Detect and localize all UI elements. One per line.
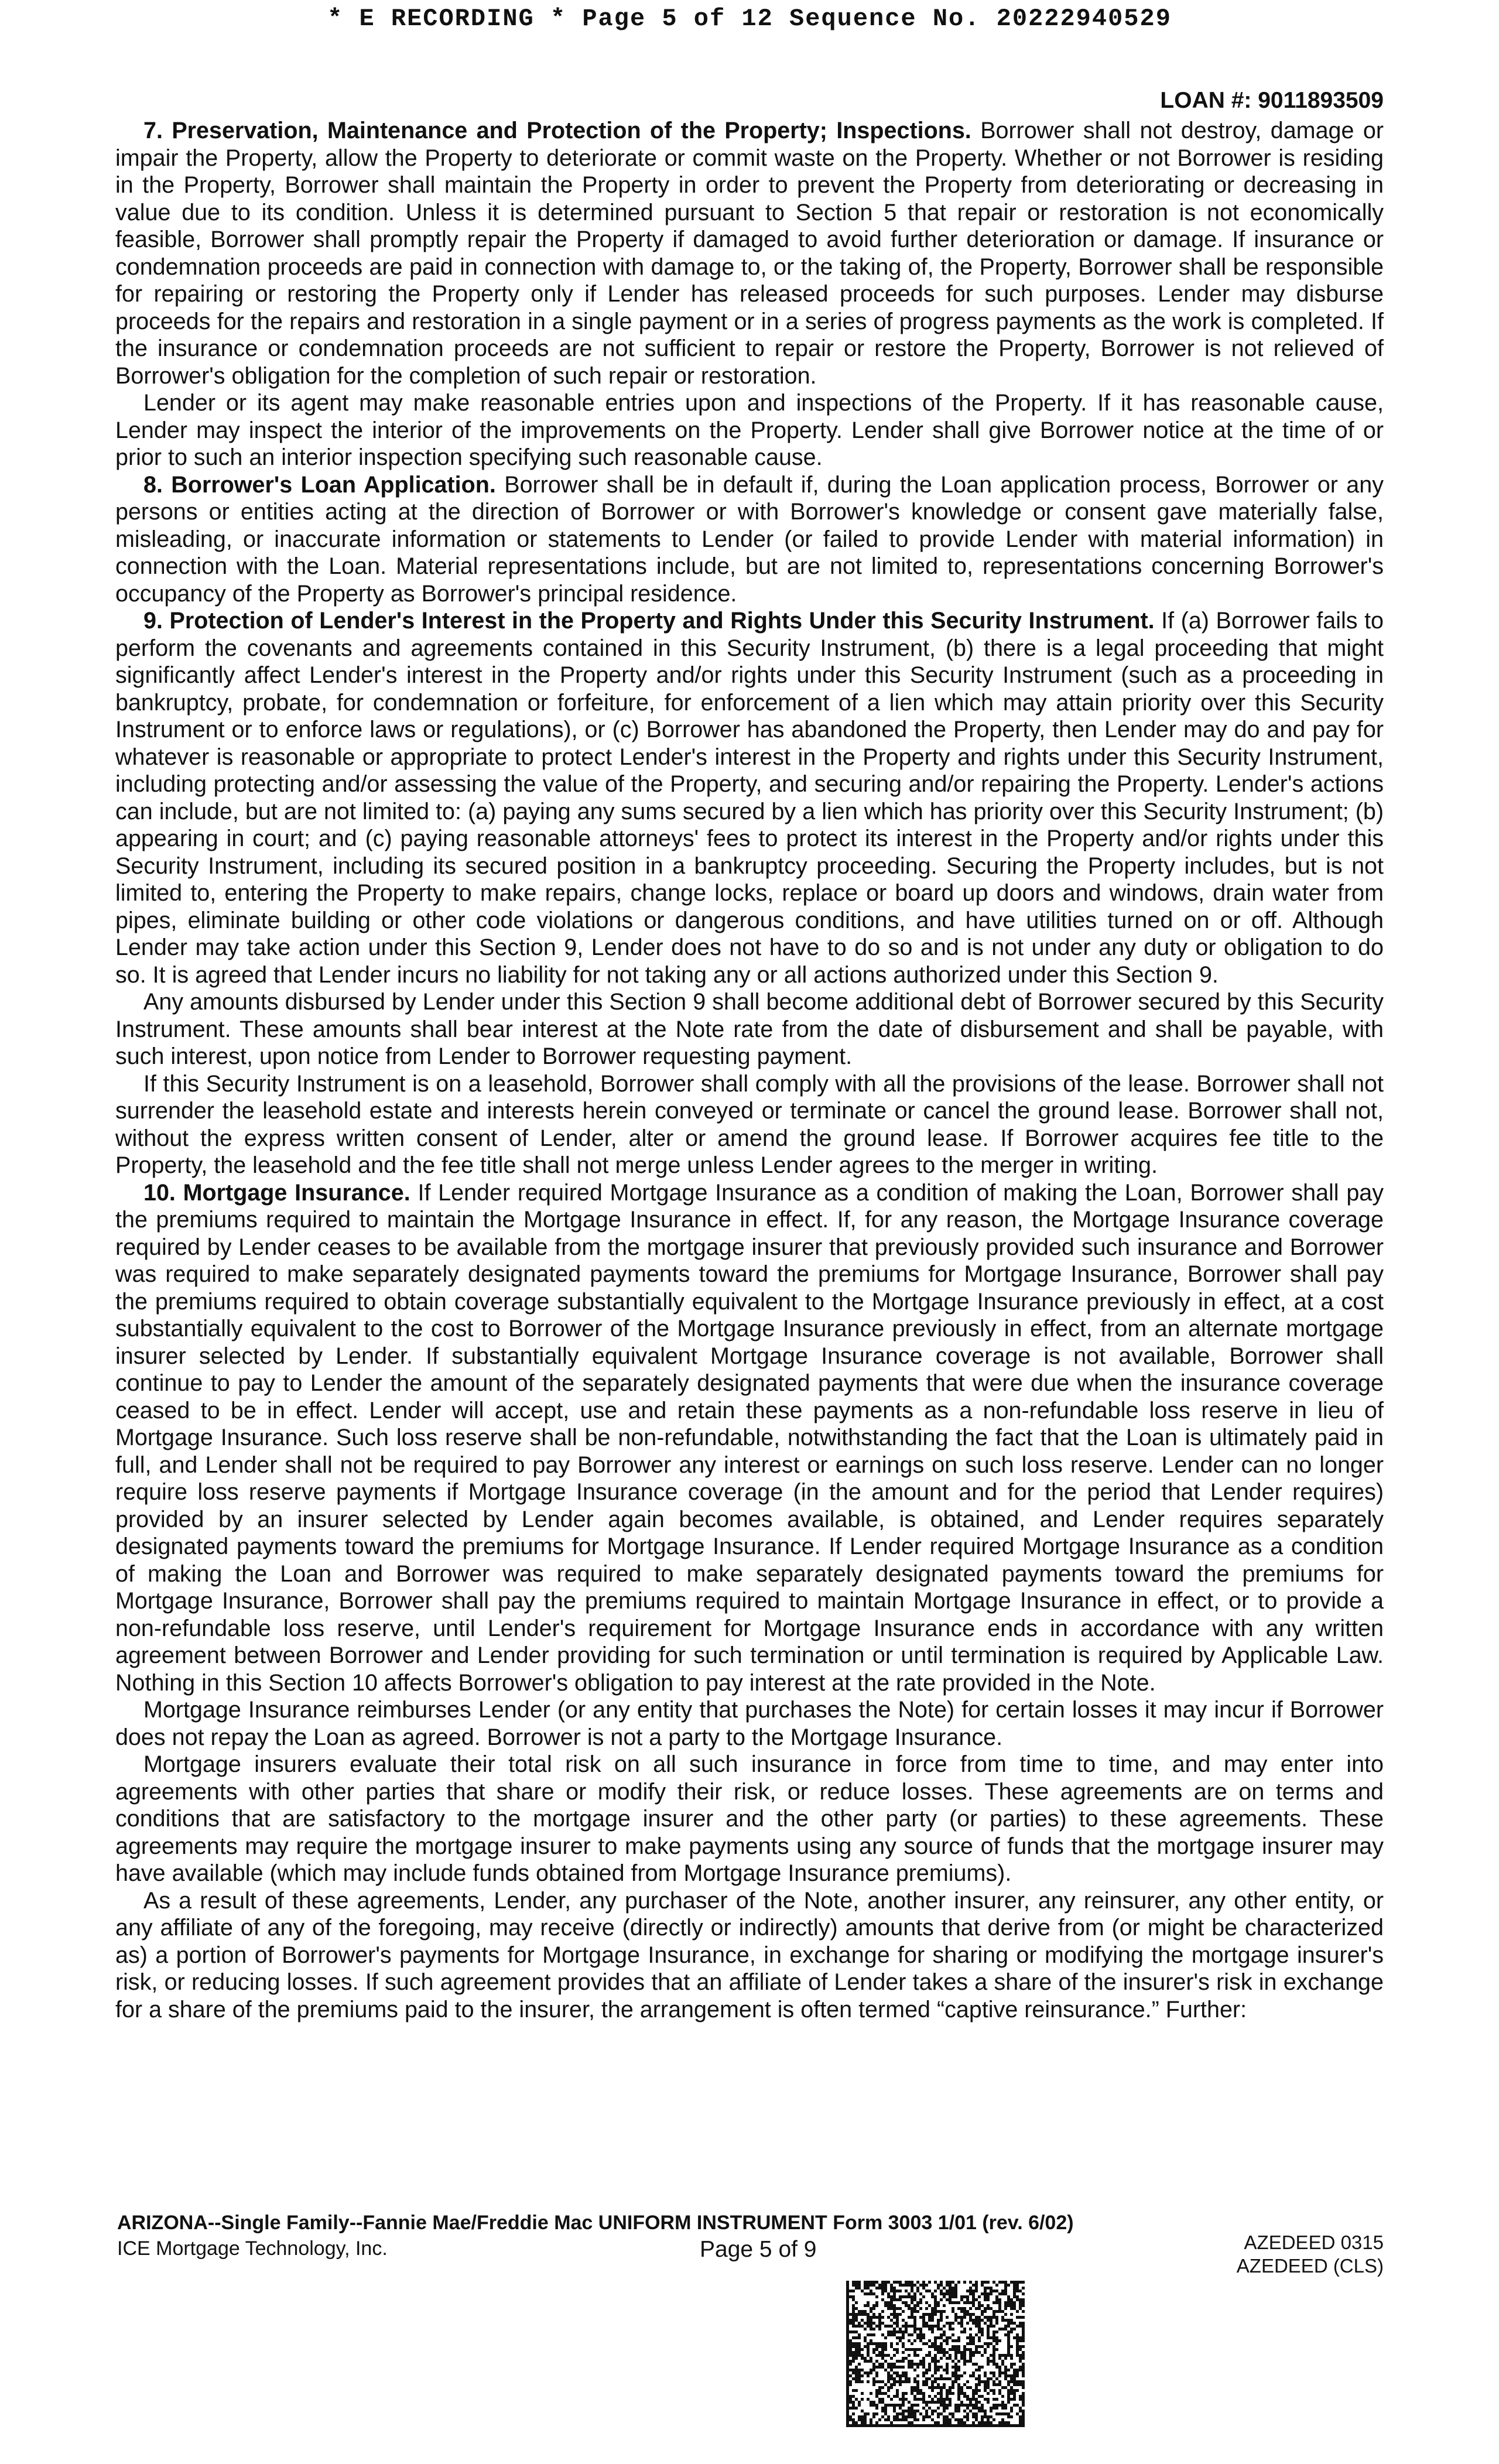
section-9-text: If (a) Borrower fails to perform the covenants and agreements contained in this Security Instrument, (b) there is a legal proceeding that might significantly affect Lender's interest in the Property and/or rights under this Security Instrument (such as a proceeding in bankruptcy, probate, for condemnation or forfeiture, for enforcement of a lien which may attain priority over this Security Instrument or to enforce laws or regulations), or (c) Borrower has abandoned the Property, then Lender may do and pay for whatever is reasonable or appropriate to protect Lender's interest in the Property and rights under this Security Instrument, including protecting and/or assessing the value of the Property, and securing and/or repairing the Property. Lender's actions can include, but are not limited to: (a) paying any sums secured by a lien which has priority over this Security Instrument; (b) appearing in court; and (c) paying reasonable attorneys' fees to protect its interest in the Property and/or rights under this Security Instrument, including its secured position in a bankruptcy proceeding. Securing the Property includes, but is not limited to, entering the Property to make repairs, change locks, replace or board up doors and windows, drain water from pipes, eliminate building or other code violations or dangerous conditions, and have utilities turned on or off. Although Lender may take action under this Section 9, Lender does not have to do so and is not under any duty or obligation to do so. It is agreed that Lender incurs no liability for not taking any or all actions authorized under this Section 9. — [115, 608, 1384, 988]
footer-page-number: Page 5 of 9 — [700, 2237, 817, 2262]
2d-barcode-icon — [846, 2281, 1025, 2427]
footer-company: ICE Mortgage Technology, Inc. — [117, 2237, 388, 2260]
section-10-text: If Lender required Mortgage Insurance as a condition of making the Loan, Borrower shall pay the premiums required to maintain the Mortgage Insurance in effect. If, for any reason, the Mortgage Insurance coverage required by Lender ceases to be available from the mortgage insurer that previously provided such insurance and Borrower was required to make separately designated payments toward the premiums for Mortgage Insurance, Borrower shall pay the premiums required to obtain coverage substantially equivalent to the Mortgage Insurance previously in effect, at a cost substantially equivalent to the cost to Borrower of the Mortgage Insurance previously in effect, from an alternate mortgage insurer selected by Lender. If substantially equivalent Mortgage Insurance coverage is not available, Borrower shall continue to pay to Lender the amount of the separately designated payments that were due when the insurance coverage ceased to be in effect. Lender will accept, use and retain these payments as a non-refundable loss reserve in lieu of Mortgage Insurance. Such loss reserve shall be non-refundable, notwithstanding the fact that the Loan is ultimately paid in full, and Lender shall not be required to pay Borrower any interest or earnings on such loss reserve. Lender can no longer require loss reserve payments if Mortgage Insurance coverage (in the amount and for the period that Lender requires) provided by an insurer selected by Lender again becomes available, is obtained, and Lender requires separately designated payments toward the premiums for Mortgage Insurance. If Lender required Mortgage Insurance as a condition of making the Loan and Borrower was required to make separately designated payments toward the premiums for Mortgage Insurance, Borrower shall pay the premiums required to maintain Mortgage Insurance in effect, or to provide a non-refundable loss reserve, until Lender's requirement for Mortgage Insurance ends in accordance with any written agreement between Borrower and Lender providing for such termination or until termination is required by Applicable Law. Nothing in this Section 10 affects Borrower's obligation to pay interest at the rate provided in the Note. — [115, 1179, 1384, 1696]
footer-code-1: AZEDEED 0315 — [1244, 2232, 1384, 2253]
document-body — [115, 117, 1384, 2023]
footer-form-info — [117, 2210, 1074, 2261]
section-9-title: 9. Protection of Lender's Interest in the Property and Rights Under this Security Instrument. — [143, 608, 1155, 634]
section-10-agreements-paragraph: As a result of these agreements, Lender, any purchaser of the Note, another insurer, any reinsurer, any other entity, or any affiliate of any of the foregoing, may receive (directly or indirectly) amounts that derive from (or might be characterized as) a portion of Borrower's payments for Mortgage Insurance, in exchange for sharing or modifying the mortgage insurer's risk, or reducing losses. If such agreement provides that an affiliate of Lender takes a share of the insurer's risk in exchange for a share of the premiums paid to the insurer, the arrangement is often termed “captive reinsurance.” Further: — [115, 1887, 1384, 2022]
section-9-leasehold-paragraph: If this Security Instrument is on a leasehold, Borrower shall comply with all the provisions of the lease. Borrower shall not surrender the leasehold estate and interests herein conveyed or terminate or cancel the ground lease. Borrower shall not, without the express written consent of Lender, alter or amend the ground lease. If Borrower acquires fee title to the Property, the leasehold and the fee title shall not merge unless Lender agrees to the merger in writing. — [115, 1070, 1384, 1178]
section-7-paragraph — [115, 117, 1384, 389]
section-10-reimburse-paragraph: Mortgage Insurance reimburses Lender (or any entity that purchases the Note) for certain losses it may incur if Borrower does not repay the Loan as agreed. Borrower is not a party to the Mortgage Insurance. — [115, 1697, 1384, 1750]
section-8-text: Borrower shall be in default if, during the Loan application process, Borrower or any persons or entities acting at the direction of Borrower or with Borrower's knowledge or consent gave materially false, misleading, or inaccurate information or statements to Lender (or failed to provide Lender with material information) in connection with the Loan. Material representations include, but are not limited to, representations concerning Borrower's occupancy of the Property as Borrower's principal residence. — [115, 471, 1384, 607]
section-8-paragraph — [115, 471, 1384, 608]
recording-header: * E RECORDING * Page 5 of 12 Sequence No. 20222940529 — [327, 5, 1172, 33]
section-7-inspections-paragraph: Lender or its agent may make reasonable entries upon and inspections of the Property. If it has reasonable cause, Lender may inspect the interior of the improvements on the Property. Lender shall give Borrower notice at the time of or prior to such an interior inspection specifying such reasonable cause. — [115, 390, 1384, 470]
loan-number: LOAN #: 9011893509 — [1160, 88, 1384, 113]
section-7-title: 7. Preservation, Maintenance and Protection of the Property; Inspections. — [143, 118, 971, 143]
section-9-paragraph — [115, 607, 1384, 988]
footer-form-name: ARIZONA--Single Family--Fannie Mae/Freddie Mac UNIFORM INSTRUMENT Form 3003 1/01 (rev. 6/02) — [117, 2212, 1074, 2234]
footer-code-2: AZEDEED (CLS) — [1236, 2255, 1384, 2277]
section-9-disbursed-paragraph: Any amounts disbursed by Lender under this Section 9 shall become additional debt of Borrower secured by this Security Instrument. These amounts shall bear interest at the Note rate from the date of disbursement and shall be payable, with such interest, upon notice from Lender to Borrower requesting payment. — [115, 989, 1384, 1069]
section-10-paragraph — [115, 1179, 1384, 1697]
section-10-title: 10. Mortgage Insurance. — [143, 1179, 410, 1206]
footer-codes — [1237, 2231, 1384, 2278]
section-8-title: 8. Borrower's Loan Application. — [143, 471, 496, 498]
section-10-insurers-paragraph: Mortgage insurers evaluate their total risk on all such insurance in force from time to time, and may enter into agreements with other parties that share or modify their risk, or reduce losses. These agreements are on terms and conditions that are satisfactory to the mortgage insurer and the other party (or parties) to these agreements. These agreements may require the mortgage insurer to make payments using any source of funds that the mortgage insurer may have available (which may include funds obtained from Mortgage Insurance premiums). — [115, 1751, 1384, 1886]
section-7-text: Borrower shall not destroy, damage or impair the Property, allow the Property to deteriorate or commit waste on the Property. Whether or not Borrower is residing in the Property, Borrower shall maintain the Property in order to prevent the Property from deteriorating or decreasing in value due to its condition. Unless it is determined pursuant to Section 5 that repair or restoration is not economically feasible, Borrower shall promptly repair the Property if damaged to avoid further deterioration or damage. If insurance or condemnation proceeds are paid in connection with damage to, or the taking of, the Property, Borrower shall be responsible for repairing or restoring the Property only if Lender has released proceeds for such purposes. Lender may disburse proceeds for the repairs and restoration in a single payment or in a series of progress payments as the work is completed. If the insurance or condemnation proceeds are not sufficient to repair or restore the Property, Borrower is not relieved of Borrower's obligation for the completion of such repair or restoration. — [115, 118, 1384, 389]
